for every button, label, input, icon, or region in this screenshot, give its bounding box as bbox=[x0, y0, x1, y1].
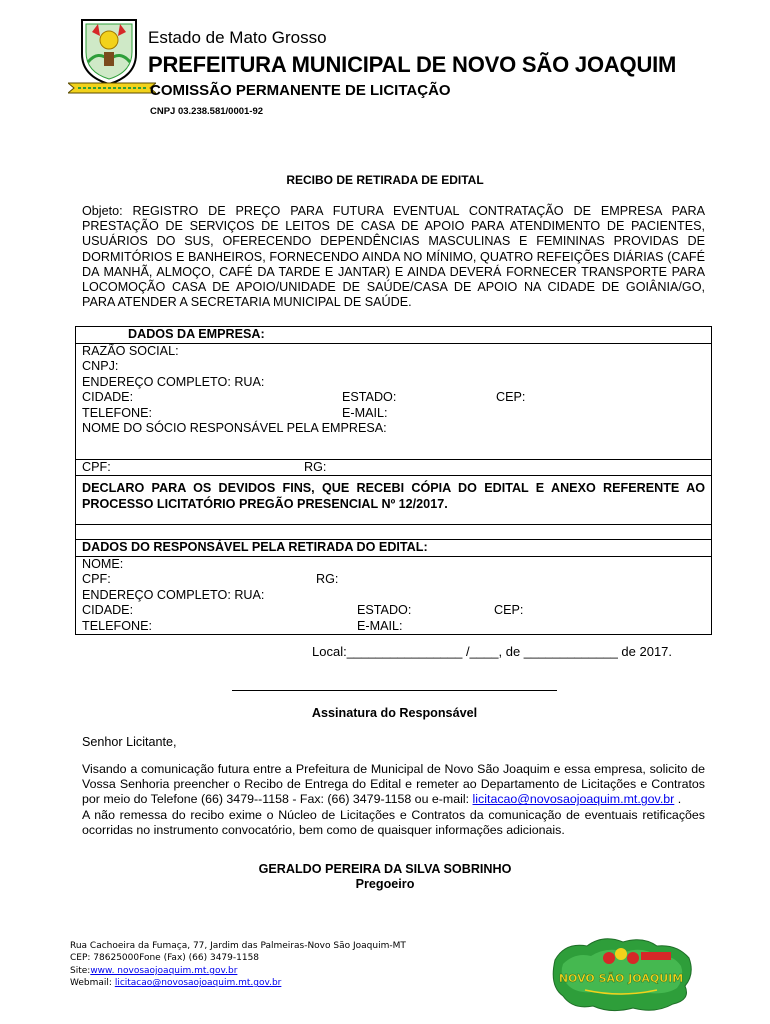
empresa-cpf-field[interactable]: CPF: bbox=[82, 459, 111, 474]
signatory-role: Pregoeiro bbox=[355, 877, 415, 891]
footer-address: Rua Cachoeira da Fumaça, 77, Jardim das Palmeiras-Novo São Joaquim-MT bbox=[70, 941, 406, 951]
declaracao-text: DECLARO PARA OS DEVIDOS FINS, QUE RECEBI CÓPIA DO EDITAL E ANEXO REFERENTE AO PROCESSO LICITATÓRIO PREGÃO PRESENCIAL Nº 12/2017. bbox=[76, 475, 711, 524]
responsavel-nome-field[interactable]: NOME: bbox=[76, 556, 711, 573]
empresa-telefone-field[interactable]: TELEFONE: bbox=[82, 405, 152, 420]
responsavel-cidade-field[interactable]: CIDADE: bbox=[82, 603, 134, 617]
responsavel-telefone-row bbox=[76, 619, 711, 635]
empresa-cidade-field[interactable]: CIDADE: bbox=[82, 390, 134, 404]
responsavel-rg-field[interactable]: RG: bbox=[316, 572, 339, 586]
footer-site-link[interactable]: www. novosaojoaquim.mt.gov.br bbox=[90, 965, 238, 976]
footer-webmail-row bbox=[70, 977, 406, 989]
objeto-paragraph: Objeto: REGISTRO DE PREÇO PARA FUTURA EVENTUAL CONTRATAÇÃO DE EMPRESA PARA PRESTAÇÃO DE SERVIÇOS DE LEITOS DE CASA DE APOIO PARA ATENDIMENTO DE PACIENTES, USUÁRIOS DO SUS, OFERECENDO DEPENDÊNCIAS MASCULINAS E FEMININAS PROVIDAS DE DORMITÓRIOS E BANHEIROS, FORNECENDO AINDA NO MÍNIMO, QUATRO REFEIÇÕES DIÁRIAS (CAFÉ DA MANHÃ, ALMOÇO, CAFÉ DA TARDE E JANTAR) E AINDA DEVERÁ FORNECER TRANSPORTE PARA LOCOMOÇÃO CASA DE APOIO/UNIDADE DE SAÚDE/CASA DE APOIO NA CIDADE DE GOIÂNIA/GO, PARA ATENDER A SECRETARIA MUNICIPAL DE SAÚDE. bbox=[82, 204, 705, 310]
mato-grosso-map-logo-icon bbox=[545, 930, 697, 1015]
empresa-estado-field[interactable]: ESTADO: bbox=[342, 390, 397, 404]
contact-email-link[interactable]: licitacao@novosaojoaquim.mt.gov.br bbox=[472, 792, 675, 807]
form-spacer bbox=[76, 524, 711, 539]
empresa-razao-field[interactable]: RAZÃO SOCIAL: bbox=[76, 343, 711, 360]
footer-webmail-link[interactable]: licitacao@novosaojoaquim.mt.gov.br bbox=[114, 978, 282, 989]
footer bbox=[70, 940, 406, 990]
greeting: Senhor Licitante, bbox=[82, 735, 177, 749]
responsavel-cpf-field[interactable]: CPF: bbox=[82, 572, 111, 586]
header-prefeitura: PREFEITURA MUNICIPAL DE NOVO SÃO JOAQUIM bbox=[148, 52, 677, 77]
body-paragraph-2: A não remessa do recibo exime o Núcleo de Licitações e Contratos da comunicação de eventuais retificações ocorridas no instrumento convocatório, bem como de quaisquer informações adicionais. bbox=[82, 807, 705, 837]
responsavel-heading: DADOS DO RESPONSÁVEL PELA RETIRADA DO EDITAL: bbox=[76, 539, 711, 556]
responsavel-cpf-row bbox=[76, 572, 711, 588]
signature-label: Assinatura do Responsável bbox=[311, 706, 478, 720]
signatory-name: GERALDO PEREIRA DA SILVA SOBRINHO bbox=[258, 862, 512, 876]
responsavel-cep-field[interactable]: CEP: bbox=[494, 603, 524, 617]
empresa-socio-blank bbox=[76, 437, 711, 459]
footer-cep: CEP: 78625000Fone (Fax) (66) 3479-1158 bbox=[70, 953, 260, 964]
empresa-cep-field[interactable]: CEP: bbox=[496, 390, 526, 404]
body-paragraph-1-end: . bbox=[674, 792, 682, 807]
empresa-socio-field[interactable]: NOME DO SÓCIO RESPONSÁVEL PELA EMPRESA: bbox=[82, 421, 387, 435]
empresa-email-field[interactable]: E-MAIL: bbox=[342, 405, 388, 420]
form-box bbox=[75, 326, 712, 635]
empresa-cpf-row bbox=[76, 459, 711, 476]
empresa-telefone-row bbox=[76, 406, 711, 422]
body-paragraph-1: Visando a comunicação futura entre a Prefeitura de Municipal de Novo São Joaquim e essa empresa, solicito de Vossa Senhoria preencher o Recibo de Entrega do Edital e remeter ao Departamento de Licitações e Contratos por meio do Telefone (66) 3479--1158 - Fax: (66) 3479-1158 ou e-mail: bbox=[82, 762, 705, 807]
footer-webmail-label: Webmail: bbox=[70, 978, 115, 989]
local-date-line[interactable]: Local:________________ /____, de _____________ de 2017. bbox=[312, 644, 673, 659]
empresa-endereco-field[interactable]: ENDEREÇO COMPLETO: RUA: bbox=[82, 374, 265, 389]
empresa-cnpj-field[interactable]: CNPJ: bbox=[82, 359, 119, 373]
responsavel-cidade-row bbox=[76, 603, 711, 619]
header-comissao: COMISSÃO PERMANENTE DE LICITAÇÃO bbox=[150, 82, 451, 99]
empresa-heading: DADOS DA EMPRESA: bbox=[128, 327, 265, 341]
responsavel-email-field[interactable]: E-MAIL: bbox=[357, 618, 403, 633]
crest-banner-icon bbox=[68, 80, 156, 96]
responsavel-endereco-field[interactable]: ENDEREÇO COMPLETO: RUA: bbox=[82, 587, 265, 602]
logo-text: NOVO SÃO JOAQUIM bbox=[558, 972, 684, 985]
responsavel-estado-field[interactable]: ESTADO: bbox=[357, 603, 412, 617]
header-state: Estado de Mato Grosso bbox=[148, 28, 327, 47]
document-title: RECIBO DE RETIRADA DE EDITAL bbox=[286, 173, 484, 187]
signature-line[interactable] bbox=[232, 690, 557, 691]
municipal-crest-icon bbox=[78, 14, 140, 86]
header-cnpj: CNPJ 03.238.581/0001-92 bbox=[150, 106, 264, 117]
empresa-cidade-row bbox=[76, 390, 711, 406]
footer-site-label: Site: bbox=[70, 965, 91, 976]
empresa-rg-field[interactable]: RG: bbox=[304, 459, 327, 474]
body-text bbox=[82, 762, 705, 838]
responsavel-telefone-field[interactable]: TELEFONE: bbox=[82, 618, 152, 633]
footer-site-row bbox=[70, 965, 406, 977]
